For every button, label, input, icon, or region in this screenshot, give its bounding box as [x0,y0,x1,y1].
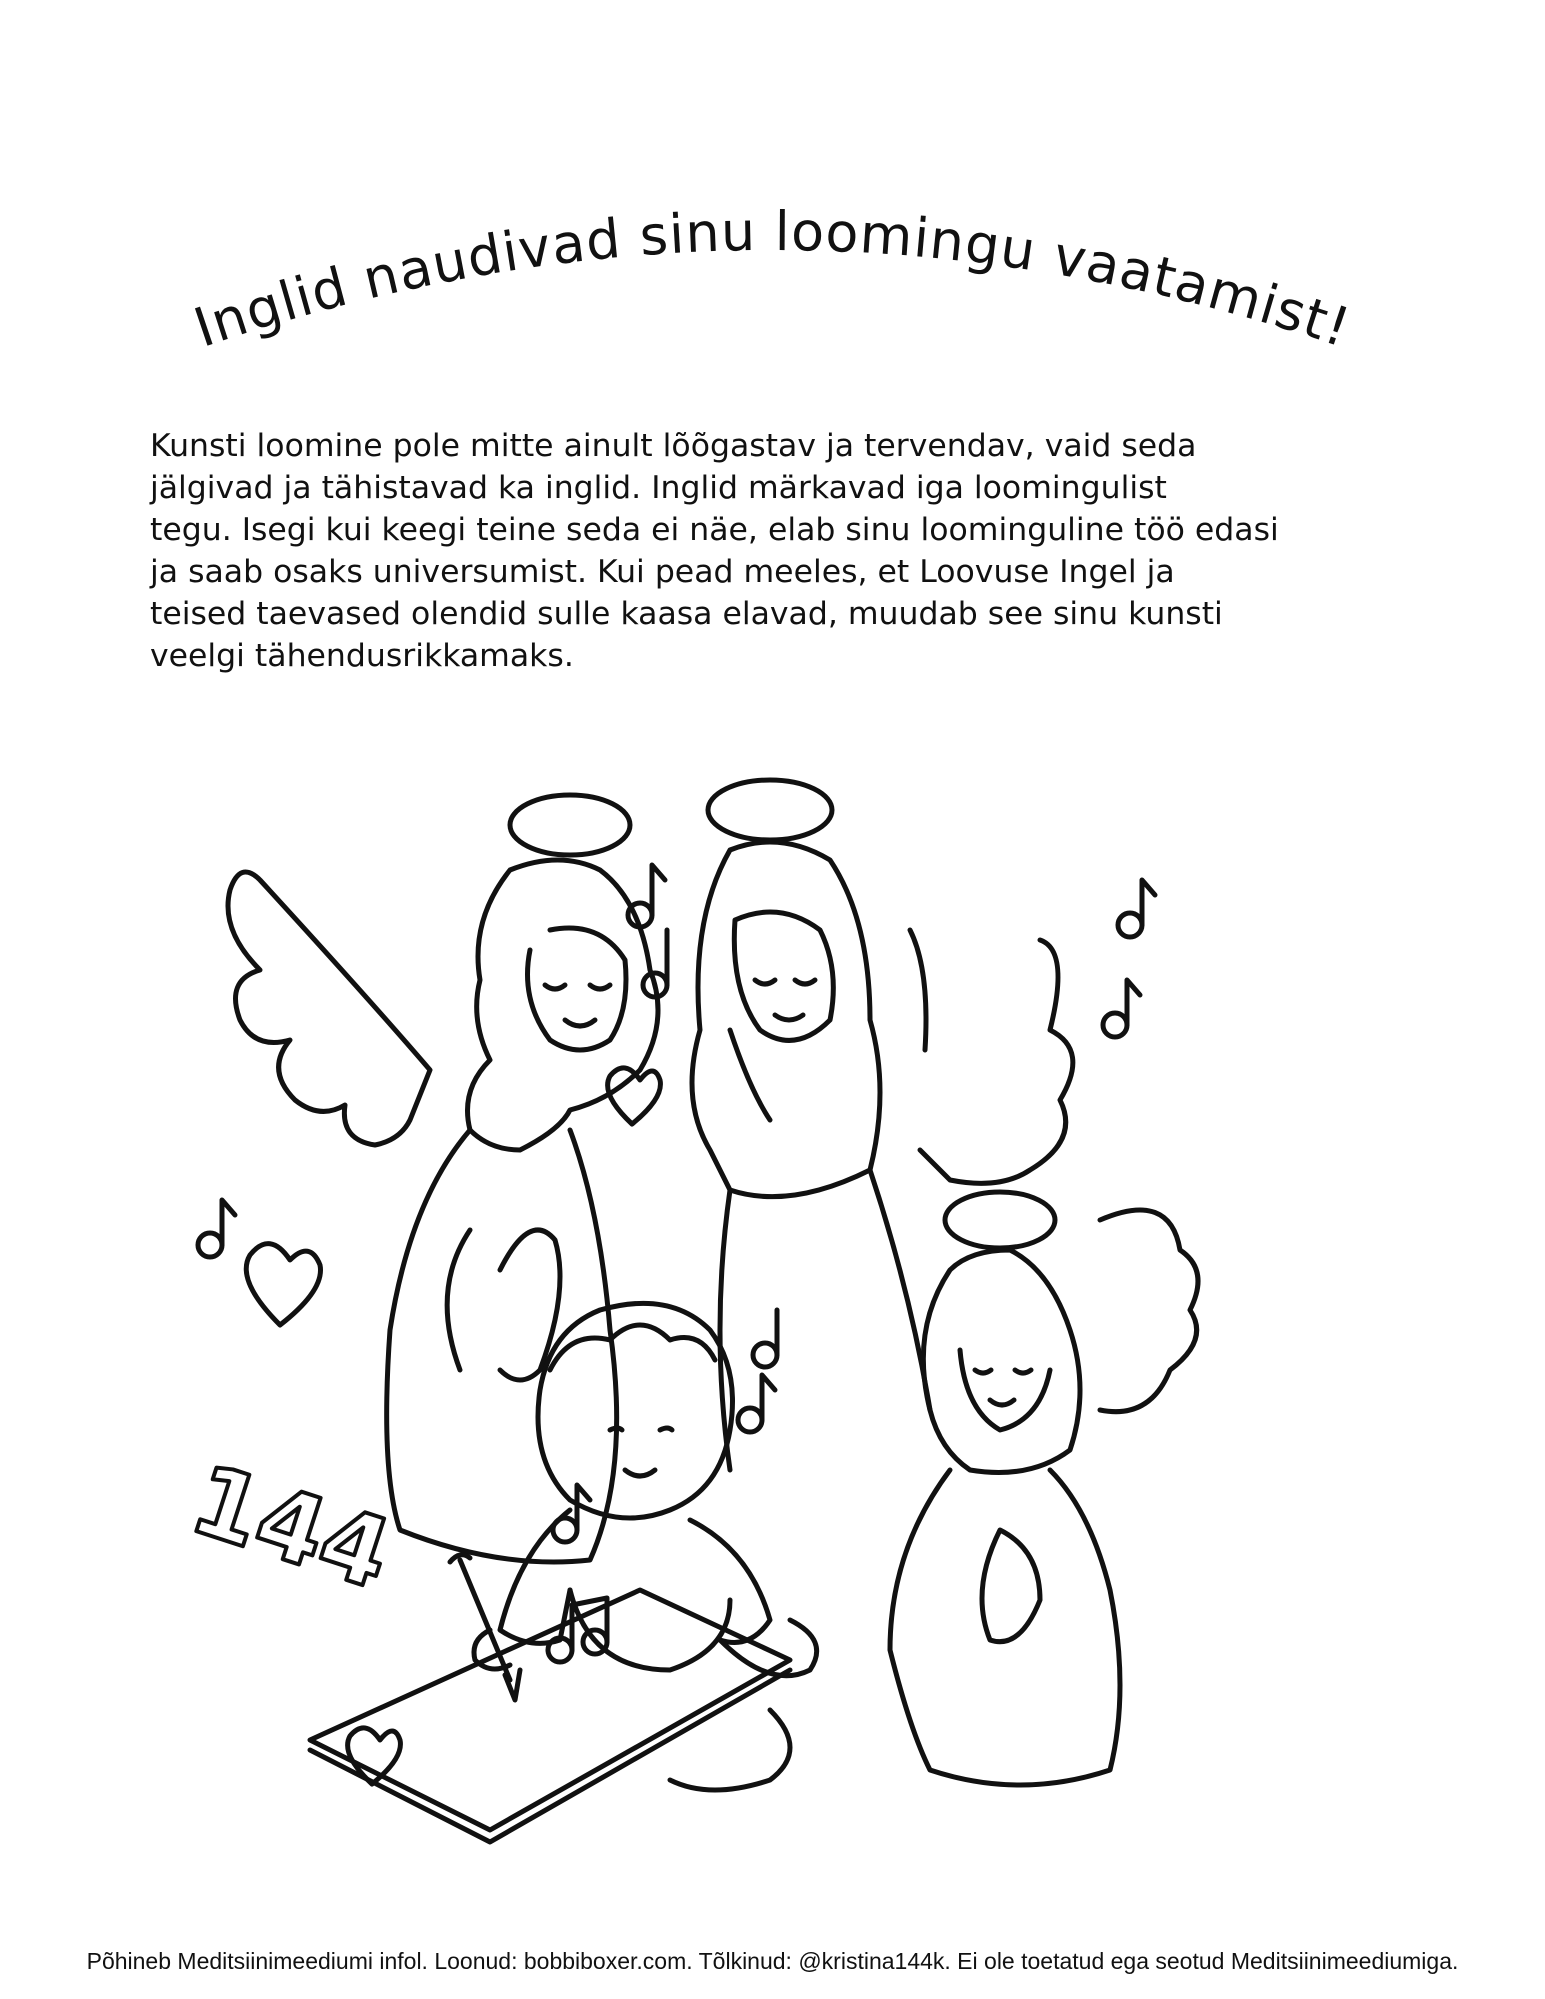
music-note-icon [198,1200,235,1257]
title-arc [0,150,1545,410]
paragraph-line: ja saab osaks universumist. Kui pead meeles, et Loovuse Ingel ja [150,554,1175,590]
decorations [179,865,1155,1784]
intro-paragraph [150,425,1390,677]
title-text: Inglid naudivad sinu loomingu vaatamist! [186,199,1359,360]
paragraph-line: teised taevased olendid sulle kaasa elavad, muudab see sinu kunsti [150,596,1223,632]
halo-icon [945,1192,1055,1248]
page-title [0,150,1545,410]
music-note-icon [553,1485,590,1542]
halo-icon [708,780,832,840]
number-144-label: 144 [178,1442,404,1612]
paragraph-line: tegu. Isegi kui keegi teine seda ei näe, elab sinu loominguline töö edasi [150,512,1279,548]
halo-icon [510,795,630,855]
music-note-icon [753,1310,777,1367]
music-note-icon [1118,880,1155,937]
illustration-svg [170,770,1400,1890]
angel-right [890,1192,1198,1785]
paragraph-line: jälgivad ja tähistavad ka inglid. Inglid märkavad iga loomingulist [150,470,1167,506]
music-note-icon [738,1375,775,1432]
angel-center [692,780,1073,1470]
wing-icon [910,930,1073,1183]
heart-icon [246,1244,320,1325]
paragraph-line: Kunsti loomine pole mitte ainult lõõgastav ja tervendav, vaid seda [150,428,1197,464]
angel-left [228,795,658,1562]
wing-icon [1100,1210,1198,1412]
footer-credits: Põhineb Meditsiinimeediumi infol. Loonud: bobbiboxer.com. Tõlkinud: @kristina144k. Ei ole toetatud ega seotud Meditsiinimeediumiga. [86,1948,1459,1974]
coloring-illustration [170,770,1400,1890]
wing-icon [228,872,430,1145]
paragraph-line: veelgi tähendusrikkamaks. [150,638,574,674]
heart-icon [608,1068,661,1124]
music-note-icon [1103,980,1140,1037]
